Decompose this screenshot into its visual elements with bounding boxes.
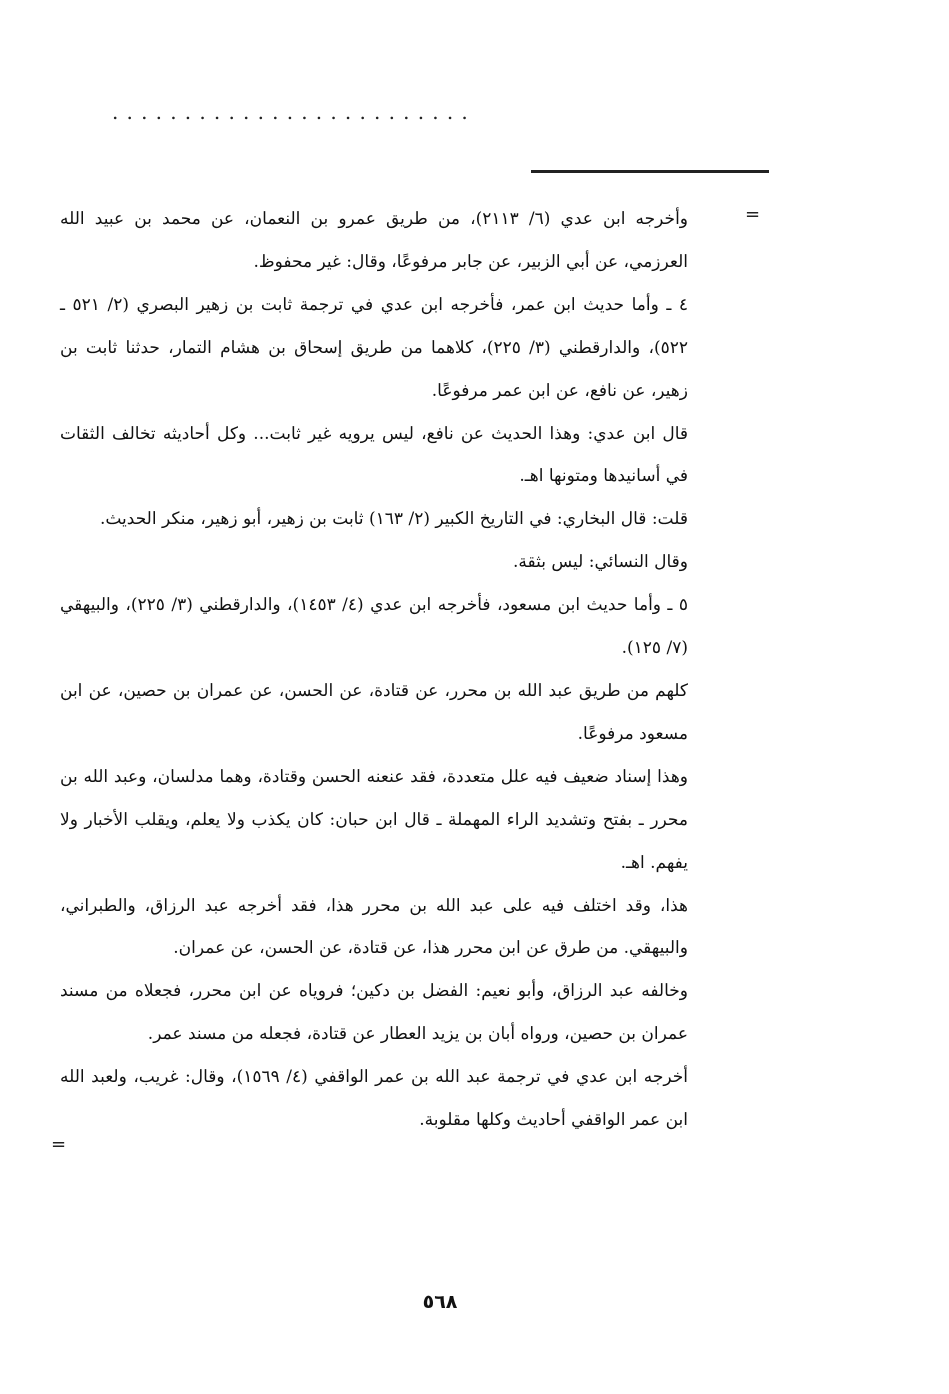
footnote-separator-rule (531, 170, 769, 173)
footnote-text-body (60, 198, 688, 1142)
footnote-paragraph: كلهم من طريق عبد الله بن محرر، عن قتادة، عن الحسن، عن عمران بن حصين، عن ابن مسعود مرفوعًا. (60, 680, 688, 744)
footnote-paragraph: ٥ ـ وأما حديث ابن مسعود، فأخرجه ابن عدي (٤/ ١٤٥٣)، والدارقطني (٣/ ٢٢٥)، والبيهقي (٧/ ١٢٥). (60, 595, 688, 659)
page-number: ٥٦٨ (422, 1291, 458, 1313)
continuation-marker-top: = (745, 204, 761, 225)
footnote-paragraph: وأخرجه ابن عدي (٦/ ٢١١٣)، من طريق عمرو بن النعمان، عن محمد بن عبيد الله العرزمي، عن أبي الزبير، عن جابر مرفوعًا، وقال: غير محفوظ. (60, 209, 689, 272)
footnote-paragraph: ٤ ـ وأما حديث ابن عمر، فأخرجه ابن عدي في ترجمة ثابت بن زهير البصري (٢/ ٥٢١ ـ ٥٢٢)، والدارقطني (٣/ ٢٢٥)، كلاهما من طريق إسحاق بن هشام التمار، حدثنا ثابت بن زهير، عن نافع، عن ابن عمر مرفوعًا. (60, 294, 688, 401)
footnote-paragraph: وهذا إسناد ضعيف فيه علل متعددة، فقد عنعنه الحسن وقتادة، وهما مدلسان، وعبد الله بن محرر ـ بفتح وتشديد الراء المهملة ـ قال ابن حبان: كان يكذب ولا يعلم، ويقلب الأخبار ولا يفهم. اهـ. (60, 766, 688, 873)
footnote-paragraph: وخالفه عبد الرزاق، وأبو نعيم: الفضل بن دكين؛ فروياه عن ابن محرر، فجعلاه من مسند عمران بن حصين، ورواه أبان بن يزيد العطار عن قتادة، فجعله من مسند عمر. (60, 981, 688, 1045)
footnote-paragraph: هذا، وقد اختلف فيه على عبد الله بن محرر هذا، فقد أخرجه عبد الرزاق، والطبراني، والبيهقي. من طرق عن ابن محرر هذا، عن قتادة، عن الحسن، عن عمران. (60, 895, 688, 959)
footnote-paragraph: قلت: قال البخاري: في التاريخ الكبير (٢/ ١٦٣) ثابت بن زهير، أبو زهير، منكر الحديث. (99, 509, 688, 530)
header-dotted-line: ......................... (112, 100, 476, 124)
footnote-paragraph: أخرجه ابن عدي في ترجمة عبد الله بن عمر الواقفي (٤/ ١٥٦٩)، وقال: غريب، ولعبد الله ابن عمر الواقفي أحاديث وكلها مقلوبة. (60, 1067, 688, 1131)
continuation-marker-bottom: = (51, 1134, 67, 1155)
footnote-paragraph: قال ابن عدي: وهذا الحديث عن نافع، ليس يرويه غير ثابت... وكل أحاديثه تخالف الثقات في أسانيدها ومتونها اهـ. (60, 423, 688, 487)
footnote-paragraph: وقال النسائي: ليس بثقة. (512, 552, 688, 573)
